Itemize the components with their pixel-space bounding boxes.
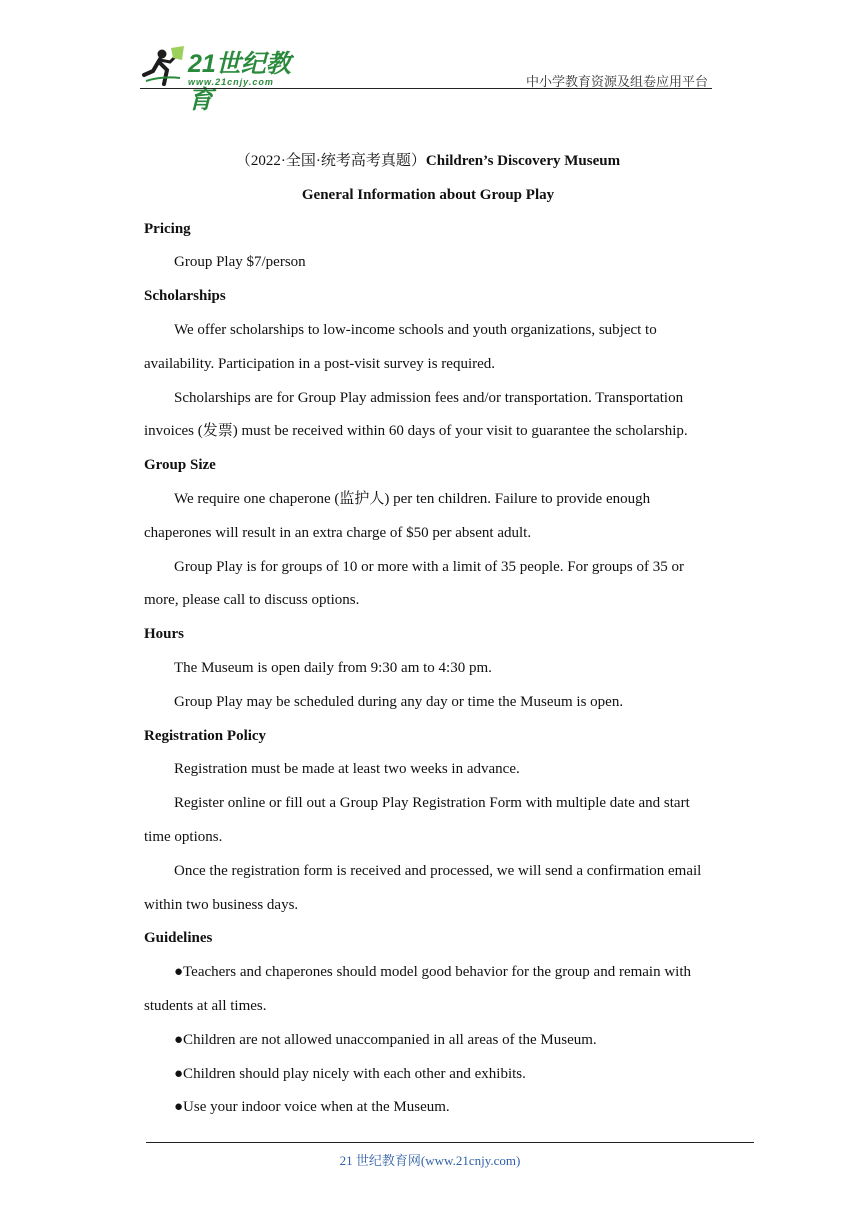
section-heading: Pricing xyxy=(144,220,191,237)
section-heading: Group Size xyxy=(144,457,216,474)
paragraph: Registration must be made at least two weeks in advance. xyxy=(174,761,520,778)
paragraph: The Museum is open daily from 9:30 am to 4:30 pm. xyxy=(174,659,492,676)
paragraph: Once the registration form is received and processed, we will send a confirmation email within two business days. xyxy=(144,862,702,913)
paragraph: Group Play may be scheduled during any day or time the Museum is open. xyxy=(174,693,624,710)
logo-text: 21世纪教育 xyxy=(188,50,291,114)
paragraph: Group Play is for groups of 10 or more with a limit of 35 people. For groups of 35 or more, please call to discuss options. xyxy=(144,558,684,609)
footer-divider xyxy=(146,1142,754,1143)
guideline-item: ●Teachers and chaperones should model good behavior for the group and remain with students at all times. xyxy=(144,964,692,1014)
document-subtitle: General Information about Group Play xyxy=(301,186,555,203)
footer-link[interactable]: 21 世纪教育网(www.21cnjy.com) xyxy=(339,1153,521,1168)
title-source: （2022·全国·统考高考真题） xyxy=(235,153,426,169)
section-heading: Registration Policy xyxy=(144,727,267,744)
site-logo[interactable] xyxy=(140,44,310,114)
paragraph: We require one chaperone (监护人) per ten children. Failure to provide enough chaperones will result in an extra charge of $50 per absent adult. xyxy=(144,490,651,541)
guideline-item: ●Children should play nicely with each other and exhibits. xyxy=(174,1065,526,1082)
paragraph: Scholarships are for Group Play admission fees and/or transportation. Transportation invoices (发票) must be received within 60 days of your visit to guarantee the scholarship. xyxy=(144,389,688,440)
section-heading: Guidelines xyxy=(144,930,213,947)
document-title xyxy=(144,145,712,179)
paragraph: We offer scholarships to low-income schools and youth organizations, subject to availability. Participation in a post-visit survey is required. xyxy=(144,321,657,372)
logo-url: www.21cnjy.com xyxy=(188,77,274,87)
page-header xyxy=(0,0,860,114)
paragraph: Group Play $7/person xyxy=(174,254,306,271)
title-main: Children’s Discovery Museum xyxy=(425,153,621,169)
header-divider xyxy=(140,88,712,89)
section-heading: Hours xyxy=(144,626,185,643)
runner-logo-icon xyxy=(140,46,186,90)
header-slogan: 中小学教育资源及组卷应用平台 xyxy=(525,75,708,90)
document-body xyxy=(144,145,712,1125)
guideline-item: ●Children are not allowed unaccompanied in all areas of the Museum. xyxy=(174,1031,597,1048)
section-heading: Scholarships xyxy=(144,288,226,305)
paragraph: Register online or fill out a Group Play Registration Form with multiple date and start time options. xyxy=(144,795,690,845)
guideline-item: ●Use your indoor voice when at the Museum. xyxy=(174,1099,450,1116)
